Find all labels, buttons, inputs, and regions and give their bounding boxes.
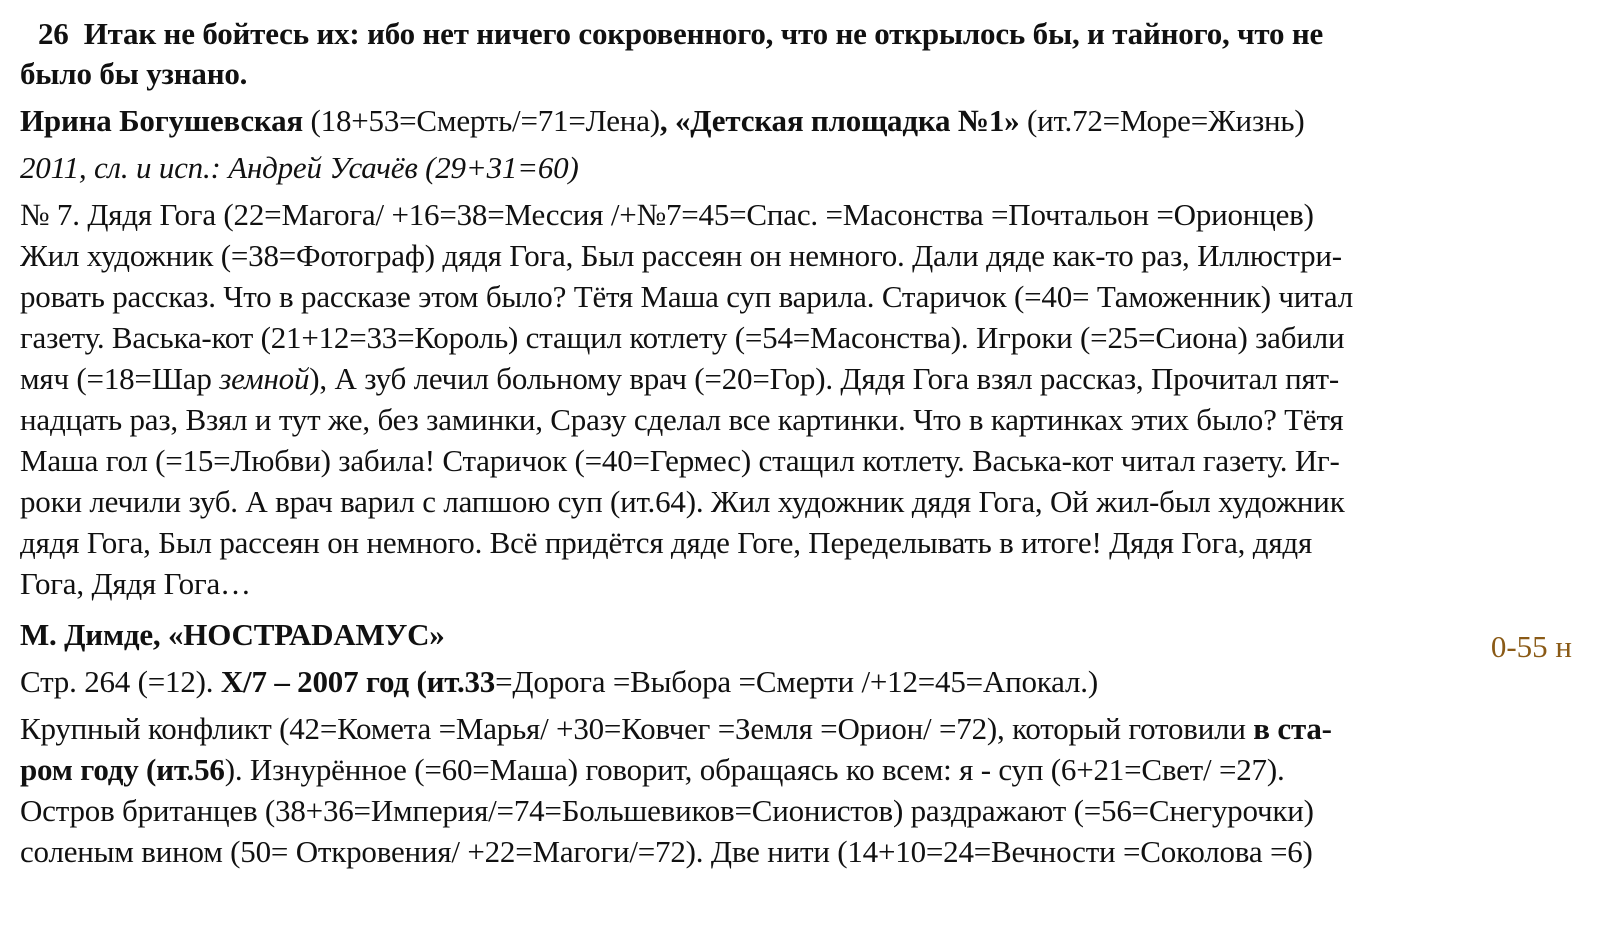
- verse-line-2: было бы узнано.: [20, 56, 248, 91]
- song1-line-5: [20, 358, 1580, 399]
- section2-page-note: =Дорога =Выбора =Смерти /+12=45=Апокал.): [495, 664, 1098, 699]
- song1-line-7: Маша гол (=15=Любви) забила! Старичок (=40=Гермес) стащил котлету. Васька-кот читал газету. Иг-: [20, 443, 1340, 478]
- section2-total: ит.33: [426, 664, 496, 699]
- section2-line-1-text: Крупный конфликт (42=Комета =Марья/ +30=Ковчег =Земля =Орион/ =72), который готовили: [20, 711, 1254, 746]
- section2-line-1-bold: в ста-: [1253, 711, 1332, 746]
- song1-line-2: Жил художник (=38=Фотограф) дядя Гога, Был рассеян он немного. Дали дяде как-то раз, Иллюстри-: [20, 238, 1342, 273]
- document-page: [20, 14, 1580, 872]
- song1-title: , «Детская площадка №1»: [659, 103, 1020, 138]
- section2-year: Х/7 – 2007 год (: [220, 664, 427, 699]
- section2-page-line: [20, 661, 1580, 702]
- section2-line-4: соленым вином (50= Откровения/ +22=Магоги/=72). Две нити (14+10=24=Вечности =Соколова =6): [20, 834, 1313, 869]
- song1-credits: 2011, сл. и исп.: Андрей Усачёв (29+31=60): [20, 150, 579, 185]
- song1-line-4: газету. Васька-кот (21+12=33=Король) стащил котлету (=54=Масонства). Игроки (=25=Сиона) забили: [20, 320, 1345, 355]
- song1-line-8: роки лечили зуб. А врач варил с лапшою суп (ит.64). Жил художник дядя Гога, Ой жил-был художник: [20, 484, 1345, 519]
- section2-heading: М. Димде, «НОСТРАDАМУС»: [20, 617, 445, 652]
- verse-number: 26: [38, 16, 69, 51]
- song1-line-5-pre: мяч (=18=Шар: [20, 361, 220, 396]
- song1-line-6: надцать раз, Взял и тут же, без заминки, Сразу сделал все картинки. Что в картинках этих было? Тётя: [20, 402, 1344, 437]
- section2-line-3: Остров британцев (38+36=Империя/=74=Большевиков=Сионистов) раздражают (=56=Снегурочки): [20, 793, 1314, 828]
- section2-line-1: [20, 708, 1580, 749]
- section2-line-2-bold: ром году (ит.56: [20, 752, 225, 787]
- song1-title-note: (ит.72=Море=Жизнь): [1019, 103, 1305, 138]
- song1-line-10: Гога, Дядя Гога…: [20, 566, 251, 601]
- section2-line-2-text: ). Изнурённое (=60=Маша) говорит, обращаясь ко всем: я - суп (6+21=Свет/ =27).: [224, 752, 1285, 787]
- section2-line-2: [20, 749, 1580, 790]
- song1-author-note: (18+53=Смерть/=71=Лена): [302, 103, 660, 138]
- song1-line-9: дядя Гога, Был рассеян он немного. Всё придётся дяде Гоге, Переделывать в итоге! Дядя Гога, дядя: [20, 525, 1313, 560]
- verse-line-1: [20, 14, 1580, 54]
- song1-author: Ирина Богушевская: [20, 103, 303, 138]
- song1-line-1: № 7. Дядя Гога (22=Магога/ +16=38=Мессия /+№7=45=Спас. =Масонства =Почтальон =Орионцев): [20, 197, 1314, 232]
- song1-line-3: ровать рассказ. Что в рассказе этом было? Тётя Маша суп варила. Старичок (=40= Таможенник) читал: [20, 279, 1353, 314]
- song1-line-5-italic: земной: [219, 361, 310, 396]
- margin-note: 0-55 н: [1490, 629, 1572, 664]
- verse-text-1: Итак не бойтесь их: ибо нет ничего сокровенного, что не открылось бы, и тайного, что не: [83, 16, 1324, 51]
- section2-page-ref: Стр. 264 (=12).: [20, 664, 221, 699]
- song1-author-line: [20, 100, 1580, 141]
- song1-line-5-post: ), А зуб лечил больному врач (=20=Гор). Дядя Гога взял рассказ, Прочитал пят-: [309, 361, 1340, 396]
